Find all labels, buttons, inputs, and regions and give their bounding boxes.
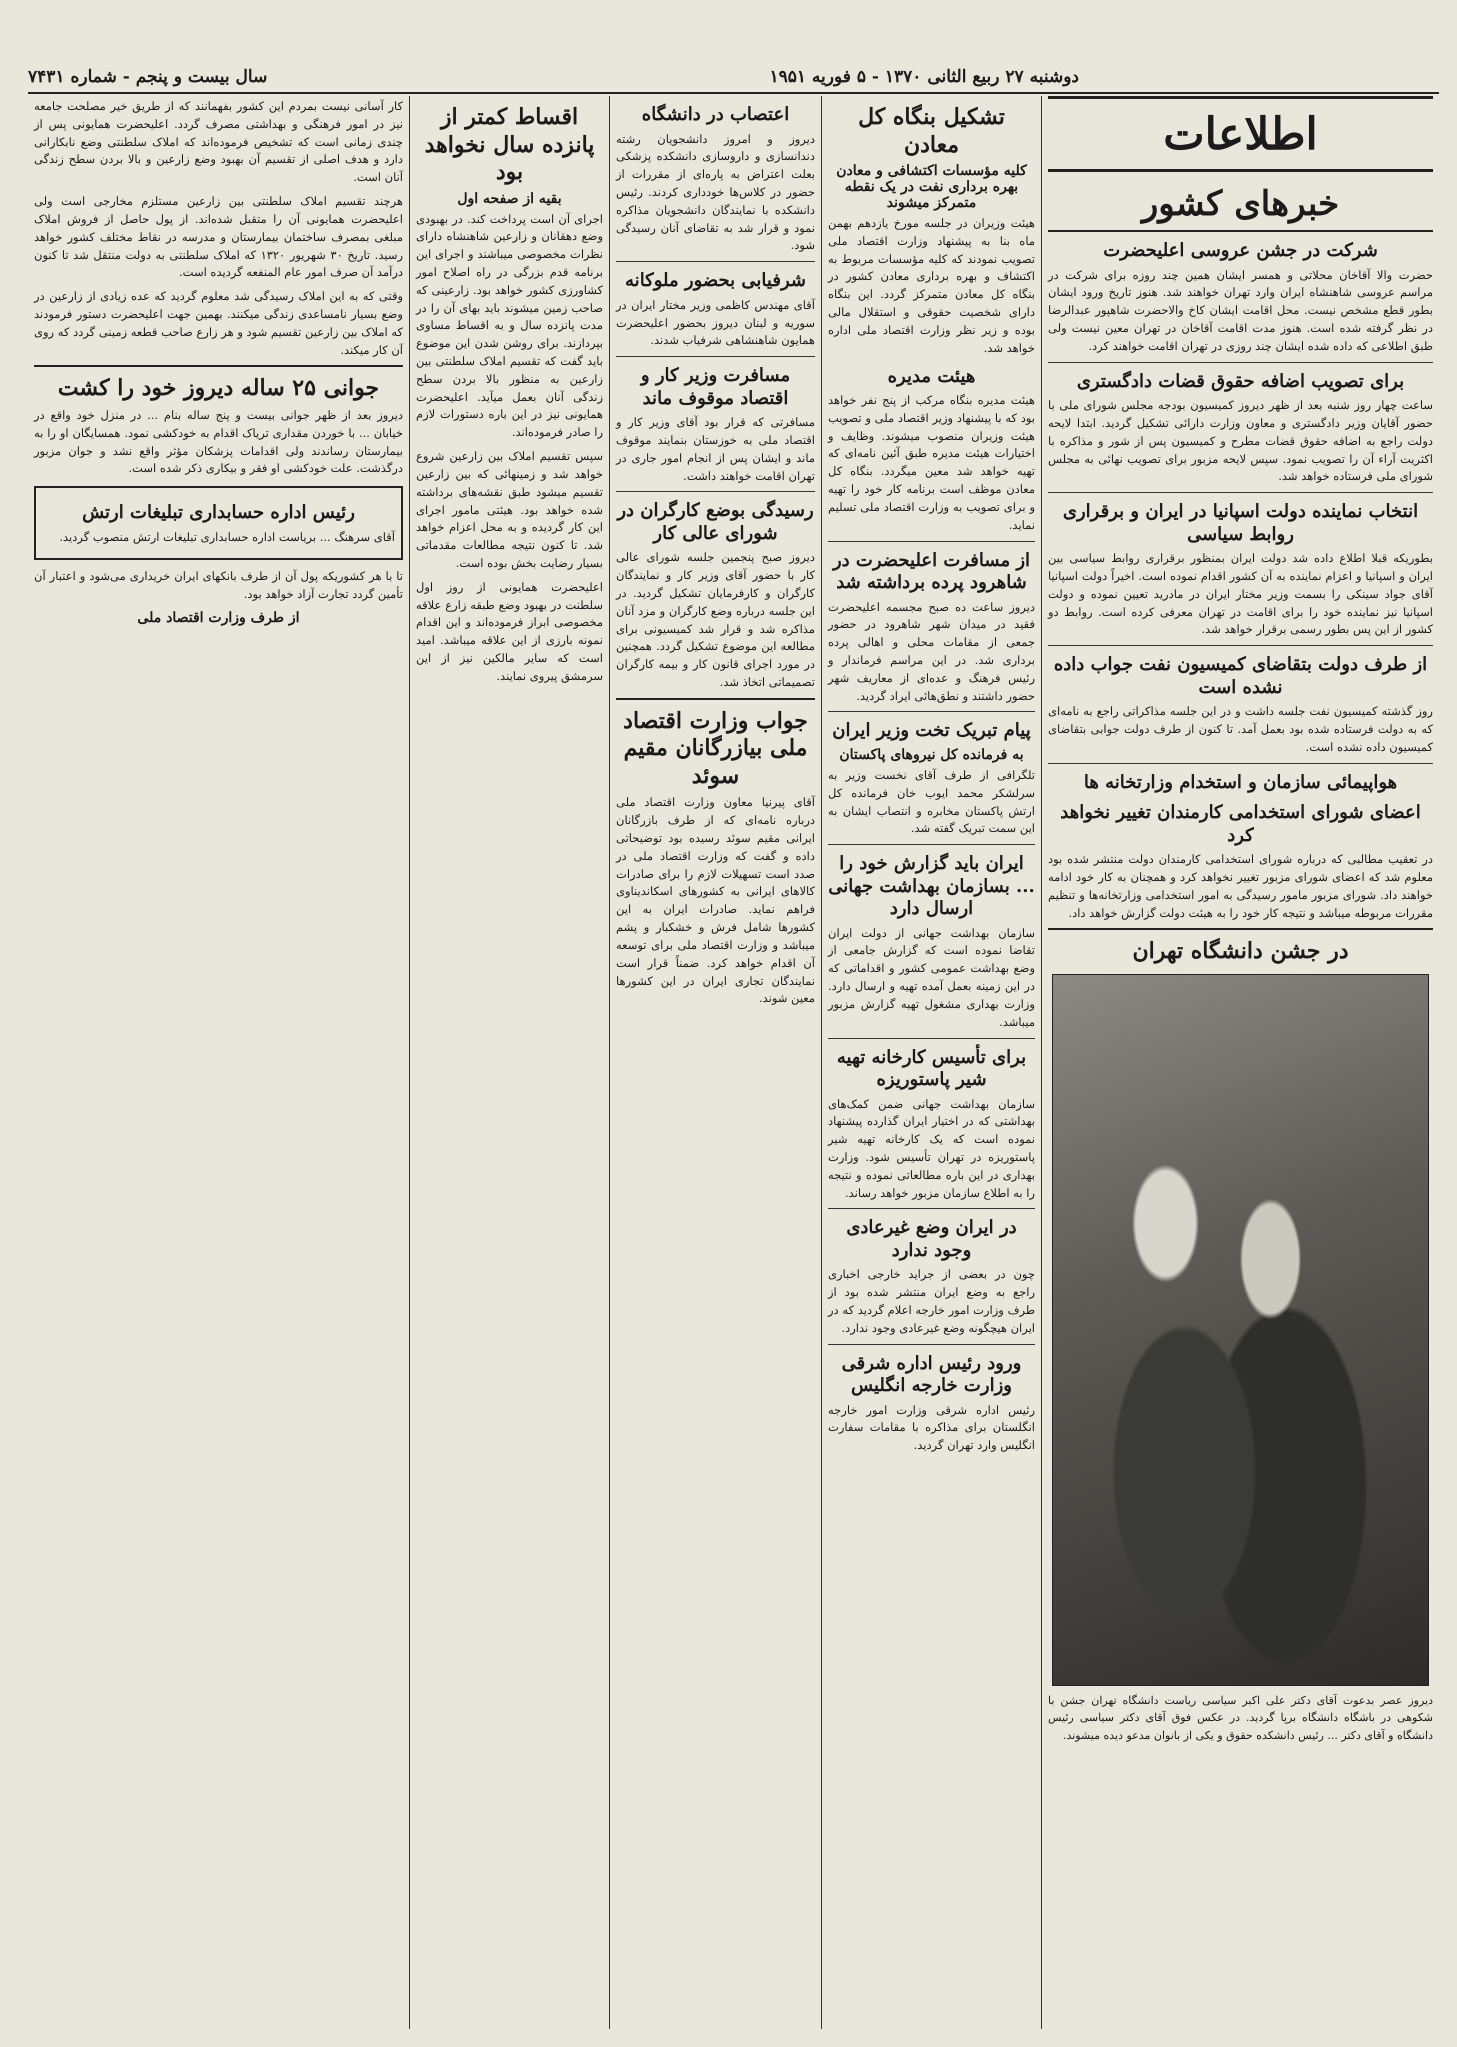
section-title: خبرهای کشور <box>1048 178 1433 232</box>
column-university <box>609 96 821 2029</box>
headline: ایران باید گزارش خود را ... بسازمان بهداشت جهانی ارسال دارد <box>828 853 1035 920</box>
divider <box>616 261 815 262</box>
headline: اعضای شورای استخدامی کارمندان تغییر نخواهد کرد <box>1060 802 1421 846</box>
divider <box>828 711 1035 712</box>
article-body: دیروز ساعت ده صبح مجسمه اعلیحضرت فقید در میدان شهر شاهرود در حضور جمعی از مقامات محلی و اهالی پرده برداری شد. در این مراسم فرماندار و رئیس فرهنگ و عده‌ای از معاریف شهر حضور داشتند و نطق‌هائی ایراد گردید. <box>828 599 1035 703</box>
headline: هیئت مدیره <box>887 365 976 387</box>
column-left <box>28 96 409 2029</box>
news-photo <box>1052 974 1429 1686</box>
divider <box>828 541 1035 542</box>
headline: انتخاب نماینده دولت اسپانیا در ایران و برقراری روابط سیاسی <box>1062 501 1419 545</box>
date-line: دوشنبه ۲۷ ربیع الثانی ۱۳۷۰ - ۵ فوریه ۱۹۵۱ <box>769 67 1079 87</box>
headline: جوانی ۲۵ ساله دیروز خود را کشت <box>57 375 380 402</box>
divider <box>1048 645 1433 646</box>
notice-box <box>34 486 403 560</box>
headline: هواپیمائی سازمان و استخدام وزارتخانه ها <box>1083 771 1398 793</box>
article-body: سپس تقسیم املاک بین زارعین شروع خواهد شد و زمینهائی که بین زارعین تقسیم میشود طبق نقشه‌های برداشته شده خواهد بود. هیئتی مامور اجرای این کار گردیده و به محل اعزام خواهد شد. تا کنون نتیجه مطالعات مقدماتی بسیار رضایت بخش بوده است. <box>416 449 603 570</box>
headline: در ایران وضع غیرعادی وجود ندارد <box>846 1217 1017 1261</box>
article-body: بطوریکه قبلا اطلاع داده شد دولت ایران بمنظور برقراری روابط سیاسی بین ایران و اسپانیا و اعزام نماینده به آن کشور اقدام نموده است. اخیراً دولت اسپانیا آقای جواد سینکی را بسمت وزیر مختار ایران در مادرید تعیین نموده و دولت اسپانیا نیز نماینده خود را برای اقامت در تهران معرفی کرده است. روابط دو کشور از این پس بطور رسمی برقرار خواهد شد. <box>1048 551 1433 637</box>
headline: از مسافرت اعلیحضرت در شاهرود پرده برداشته شد <box>832 549 1031 593</box>
article-body: دیروز بعد از ظهر جوانی بیست و پنج ساله بنام ... در منزل خود واقع در خیابان ... با خوردن مقداری تریاک اقدام به خودکشی نمود. همسایگان او را به بیمارستان رساندند ولی اقدامات پزشکان مؤثر واقع نشد و جوان مزبور درگذشت. علت خودکشی او فقر و بیکاری ذکر شده است. <box>34 407 403 476</box>
headline: شرکت در جشن عروسی اعلیحضرت <box>1103 240 1378 261</box>
headline: از طرف دولت بتقاضای کمیسیون نفت جواب داده نشده است <box>1053 654 1428 698</box>
headline: پیام تبریک تخت وزیر ایران <box>832 720 1031 742</box>
signature: از طرف وزارت اقتصاد ملی <box>137 610 300 627</box>
year-issue: سال بیست و پنجم - شماره ۷۴۳۱ <box>28 67 268 87</box>
continued-label: بقیه از صفحه اول <box>457 190 562 207</box>
article-body: آقای مهندس کاظمی وزیر مختار ایران در سوریه و لبنان دیروز بحضور اعلیحضرت همایون شاهنشاهی شرفیاب شدند. <box>616 297 815 348</box>
subheadline: به فرمانده کل نیروهای پاکستان <box>839 746 1024 763</box>
divider <box>1048 928 1433 930</box>
box-text: آقای سرهنگ ... بریاست اداره حسابداری تبلیغات ارتش منصوب گردید. <box>59 529 395 544</box>
article-body: تا با هر کشوریکه پول آن از طرف بانکهای ایران خریداری می‌شود و اعتبار آن تأمین گردد تجارت آزاد خواهد بود. <box>34 569 403 602</box>
article-body: وقتی که به این املاک رسیدگی شد معلوم گردید که عده زیادی از زارعین در وضع بسیار نامساعدی زندگی میکنند. بهمین جهت اعلیحضرت دستور فرمودند که املاک بین زارعین تقسیم شود و هر زارع صاحب قطعه زمینی گردد که روی آن کار میکند. <box>34 289 403 357</box>
article-body: مسافرتی که قرار بود آقای وزیر کار و اقتصاد ملی به خوزستان بنمایند موقوف ماند و ایشان پس از انجام امور جاری در تهران اقامت خواهند داشت. <box>616 415 815 483</box>
article-body: تلگرافی از طرف آقای نخست وزیر به سرلشکر محمد ایوب خان فرمانده کل ارتش پاکستان مخابره و انتصاب ایشان به این سمت تبریک گفته شد. <box>828 767 1035 836</box>
divider <box>1048 763 1433 764</box>
divider <box>828 1038 1035 1039</box>
article-body: سازمان بهداشت جهانی ضمن کمک‌های بهداشتی که در اختیار ایران گذارده پیشنهاد نموده است که یک کارخانه تهیه شیر پاستوریزه در تهران تأسیس شود. وزارت بهداری در این باره مطالعاتی نموده و نتیجه را به اطلاع سازمان مزبور خواهد رساند. <box>828 1096 1035 1200</box>
article-body: هیئت مدیره بنگاه مرکب از پنج نفر خواهد بود که با پیشنهاد وزیر اقتصاد ملی و تصویب هیئت وزیران منصوب میشوند. وظایف و اختیارات هیئت مدیره طبق آئین نامه‌ای که تهیه خواهد شد معین میگردد. بنگاه کل معادن موظف است برنامه کار خود را تهیه و برای تصویب به وزارت اقتصاد ملی تسلیم نماید. <box>828 393 1035 532</box>
divider <box>1048 492 1433 493</box>
article-body: هیئت وزیران در جلسه مورخ یازدهم بهمن ماه بنا به پیشنهاد وزارت اقتصاد ملی تصویب نمودند که کلیه مؤسسات مربوط به اکتشاف و بهره برداری معادن کشور در بنگاه کل معادن متمرکز گردد. این بنگاه دارای شخصیت حقوقی و استقلال مالی بوده و زیر نظر وزارت اقتصاد ملی اداره خواهد شد. <box>828 216 1035 355</box>
headline: رسیدگی بوضع کارگران در شورای عالی کار <box>617 500 814 544</box>
article-body: اجرای آن است پرداخت کند. در بهبودی وضع دهقانان و زارعین شاهنشاه دارای نظرات مخصوصی میباشند و اجرای این برنامه قدم بزرگی در راه اصلاح امور کشاورزی کشور خواهد بود. زارعینی که صاحب زمین میشوند باید بهای آن را در مدت پانزده سال و به اقساط مساوی بپردازند. برای روشن شدن این موضوع باید گفت که تقسیم املاک سلطنتی بین زارعین به منظور بالا بردن سطح زندگی آنان بعمل میآید. اعلیحضرت همایونی نیز در این باره دستورات لازم را صادر فرموده‌اند. <box>416 211 603 440</box>
page-header-strip <box>28 62 1439 94</box>
divider <box>828 844 1035 845</box>
divider <box>828 1208 1035 1209</box>
column-news <box>1041 96 1439 2029</box>
article-body: کار آسانی نیست بمردم این کشور بفهمانند که از طریق خیر مصلحت جامعه نیز در امور فرهنگی و بهداشتی مصرف گردد. اعلیحضرت همایونی پس از چندی زمانی است که تشخیص فرموده‌اند که املاک سلطنتی وضع نابکارانی دارد و هدف اصلی از تقسیم آن بهبود وضع زارعین و بالا بردن سطح زندگی آنان است. <box>34 99 403 185</box>
article-body: دیروز صبح پنجمین جلسه شورای عالی کار با حضور آقای وزیر کار و نمایندگان کارگران و کارفرمایان تشکیل گردید. در این جلسه درباره وضع کارگران و مزد آنان مذاکره شد و قرار شد کمیسیونی برای مطالعه این موضوع تشکیل گردد. همچنین در مورد اجرای قانون کار و بیمه کارگران تصمیماتی اتخاذ شد. <box>616 550 815 690</box>
column-mines <box>821 96 1041 2029</box>
article-body: حضرت والا آقاخان محلاتی و همسر ایشان همین چند روزه برای شرکت در مراسم عروسی شاهنشاه ایران وارد تهران خواهند شد. هنوز تاریخ ورود ایشان بطور قطع مشخص نیست. محل اقامت ایشان کاخ والاحضرت شاهپور عبدالرضا در نظر گرفته شده است. هنوز مدت اقامت آقاخان در تهران معین نیست ولی طبق اطلاعی که داده شده ایشان چند روزی در تهران اقامت خواهند کرد. <box>1048 267 1433 353</box>
article-body: هرچند تقسیم املاک سلطنتی بین زارعین مستلزم مخارجی است ولی اعلیحضرت همایونی آن را متقبل شده‌اند. از پول حاصل از فروش املاک مبلغی بمصرف ساختمان بیمارستان و مدرسه در نقاط مختلف کشور خواهد رسید. تاریخ ۳۰ شهریور ۱۳۲۰ که املاک سلطنتی به دولت منتقل شد تا کنون درآمد آن صرف امور عام المنفعه گردیده است. <box>34 194 404 280</box>
headline: جواب وزارت اقتصاد ملی بیازرگانان مقیم سوئد <box>623 707 808 789</box>
headline: شرفیابی بحضور ملوکانه <box>625 270 806 292</box>
divider <box>34 365 403 367</box>
column-installments <box>409 96 609 2029</box>
article-body: سازمان بهداشت جهانی از دولت ایران تقاضا نموده است که گزارش جامعی از وضع بهداشت عمومی کشور و اقداماتی که در این زمینه بعمل آمده تهیه و ارسال دارد. وزارت بهداری مشغول تهیه گزارش مزبور میباشد. <box>828 925 1035 1029</box>
headline: اقساط کمتر از پانزده سال نخواهد بود <box>424 104 595 185</box>
divider <box>616 356 815 357</box>
article-body: روز گذشته کمیسیون نفت جلسه داشت و در این جلسه مذاکراتی راجع به نامه‌ای که به دولت فرستاده شده بود بعمل آمد. تا کنون از طرف دولت جوابی بتقاضای کمیسیون داده نشده است. <box>1048 704 1433 754</box>
subheadline: کلیه مؤسسات اکتشافی و معادن بهره برداری نفت در یک نقطه متمرکز میشوند <box>836 163 1027 211</box>
article-body: رئیس اداره شرقی وزارت امور خارجه انگلستان برای مذاکره با مقامات سفارت انگلیس وارد تهران گردید. <box>828 1402 1035 1453</box>
headline: تشکیل بنگاه کل معادن <box>858 104 1005 158</box>
article-body: دیروز و امروز دانشجویان رشته دندانسازی و داروسازی دانشکده پزشکی بعلت اعتراض به پاره‌ای از مقررات از حضور در کلاس‌ها خودداری کردند. رئیس دانشکده با نمایندگان دانشجویان مذاکره نمود و قرار شد به تقاضای آنان رسیدگی شود. <box>616 131 815 253</box>
headline: برای تأسیس کارخانه تهیه شیر پاستوریزه <box>836 1046 1027 1090</box>
headline: مسافرت وزیر کار و اقتصاد موقوف ماند <box>640 365 791 409</box>
photo-title: در جشن دانشگاه تهران <box>1132 938 1349 965</box>
photo-caption: دیروز عصر بدعوت آقای دکتر علی اکبر سیاسی ریاست دانشگاه تهران جشن با شکوهی در باشگاه دانشگاه برپا گردید. در عکس فوق آقای دکتر سیاسی رئیس دانشگاه و آقای دکتر ... رئیس دانشکده حقوق و یکی از بانوان مدعو دیده میشوند. <box>1048 1693 1433 1743</box>
headline: برای تصویب اضافه حقوق قضات دادگستری <box>1076 370 1405 392</box>
article-body: در تعقیب مطالبی که درباره شورای استخدامی کارمندان دولت منتشر شده بود معلوم شد که اعضای شورای مزبور تغییر نخواهد کرد و همچنان به کار خود ادامه خواهند داد. شورای مزبور مامور رسیدگی به امور استخدامی وزارتخانه‌ها و تنظیم مقررات مربوطه میباشد و نتیجه کار خود را به هیئت دولت گزارش خواهد داد. <box>1048 852 1433 920</box>
article-body: ساعت چهار روز شنبه بعد از ظهر دیروز کمیسیون بودجه مجلس شورای ملی با حضور آقایان وزیر دادگستری و معاون وزارت دارائی تشکیل گردید. ابتدا لایحه دولت راجع به اضافه حقوق قضات مطرح و کمیسیون پس از شور و مذاکره با اکثریت آراء آن را تصویب نمود. سپس لایحه مزبور برای تصویب نهائی به مجلس شورای ملی فرستاده خواهد شد. <box>1048 398 1433 484</box>
headline: اعتصاب در دانشگاه <box>641 104 790 125</box>
article-body: چون در بعضی از جراید خارجی اخباری راجع به وضع ایران منتشر شده بود از طرف وزارت امور خارجه اعلام گردید که در ایران هیچگونه وضع غیرعادی وجود ندارد. <box>828 1267 1035 1335</box>
article-body: آقای پیرنیا معاون وزارت اقتصاد ملی درباره نامه‌ای که از طرف بازرگانان ایرانی مقیم سوئد رسیده بود توضیحاتی داده و گفت که وزارت اقتصاد ملی در صدد است تسهیلات لازم را برای صادرات کالاهای ایرانی به کشورهای اسکاندیناوی فراهم نماید. صادرات ایران به این کشورها شامل فرش و خشکبار و پشم میباشد و وزارت اقتصاد ملی برای توسعه آن اقدام خواهد کرد. ضمناً قرار است نمایندگان تجاری ایران در این کشورها معین شوند. <box>616 795 815 1006</box>
headline: ورود رئیس اداره شرقی وزارت خارجه انگلیس <box>841 1352 1022 1397</box>
divider <box>828 1344 1035 1345</box>
divider <box>616 491 815 492</box>
divider <box>1048 362 1433 363</box>
article-body: اعلیحضرت همایونی از روز اول سلطنت در بهبود وضع طبقه زارع علاقه مخصوصی ابراز فرموده‌اند و این اقدام نمونه بارزی از این علاقه میباشد. امید است که سایر مالکین نیز از این سرمشق پیروی نمایند. <box>416 579 603 683</box>
masthead: اطلاعات <box>1048 96 1433 172</box>
divider <box>616 698 815 700</box>
box-title: رئیس اداره حسابداری تبلیغات ارتش <box>82 502 355 524</box>
